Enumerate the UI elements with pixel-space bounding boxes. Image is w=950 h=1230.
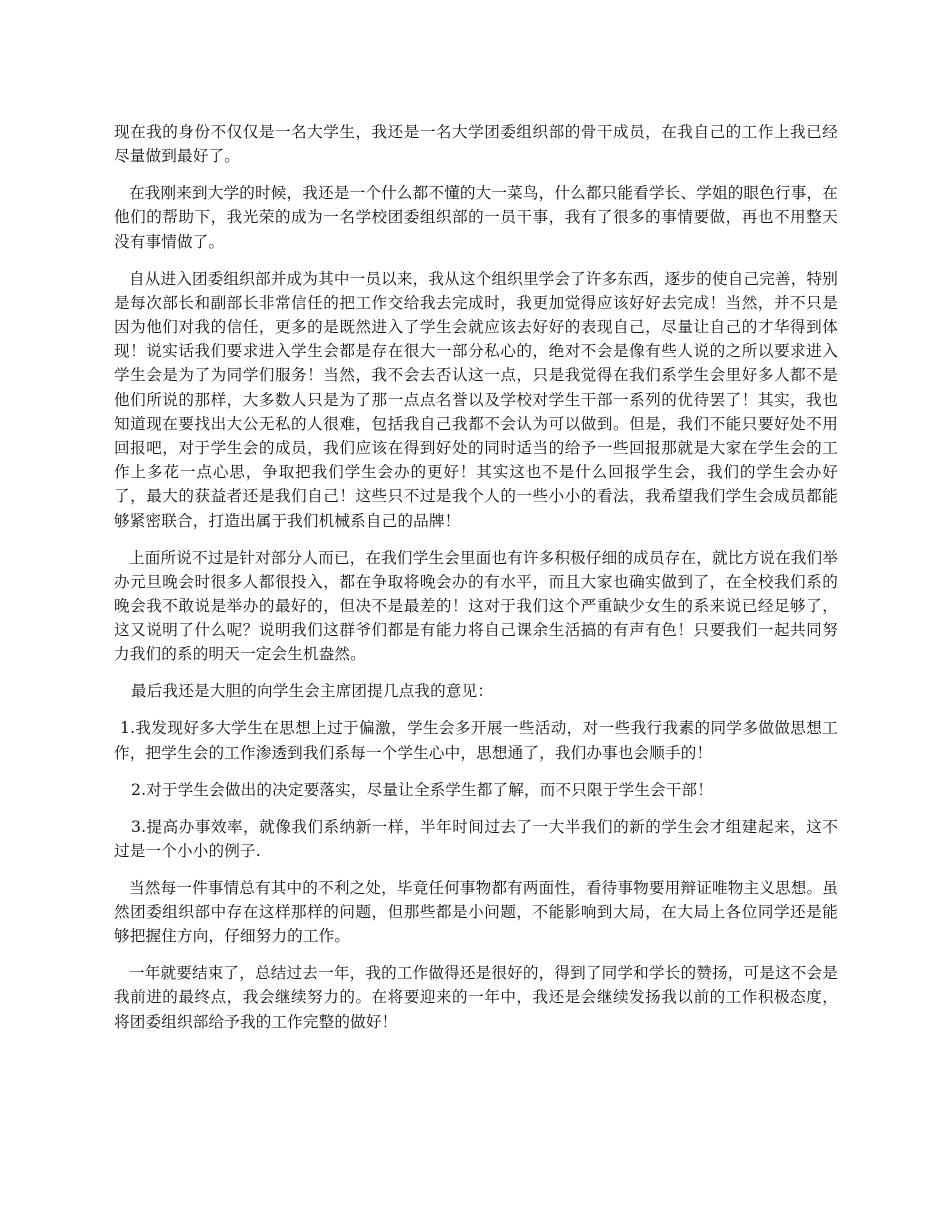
- paragraph-suggestions-intro: 最后我还是大胆的向学生会主席团提几点我的意见：: [131, 682, 494, 701]
- suggestion-item-3: 3.提高办事效率，就像我们系纳新一样，半年时间过去了一大半我们的新的学生会才组建起来，这不过是一个小小的例子.: [114, 817, 838, 860]
- suggestion-item-2: 2.对于学生会做出的决定要落实，尽量让全系学生都了解，而不只限于学生会干部！: [131, 780, 713, 799]
- paragraph-joining-organization: 自从进入团委组织部并成为其中一员以来，我从这个组织里学会了许多东西，逐步的使自己完善，特别是每次部长和副部长非常信任的把工作交给我去完成时，我更加觉得应该好好去完成！当然，并不只是因为他们对我的信任，更多的是既然进入了学生会就应该去好好的表现自己，尽量让自己的才华得到体现！说实话我们要求进入学生会都是存在很大一部分私心的，绝对不会是像有些人说的之所以要求进入学生会是为了为同学们服务！当然，我不会去否认这一点，只是我觉得在我们系学生会里好多人都不是他们所说的那样，大多数人只是为了那一点点名誉以及学校对学生干部一系列的优待罢了！其实，我也知道现在要找出大公无私的人很难，包括我自己我都不会认为可以做到。但是，我们不能只要好处不用回报吧，对于学生会的成员，我们应该在得到好处的同时适当的给予一些回报那就是大家在学生会的工作上多花一点心思，争取把我们学生会办的更好！其实这也不是什么回报学生会，我们的学生会办好了，最大的获益者还是我们自己！这些只不过是我个人的一些小小的看法，我希望我们学生会成员都能够紧密联合，打造出属于我们机械系自己的品牌！: [114, 269, 838, 530]
- suggestion-item-1: 1.我发现好多大学生在思想上过于偏激，学生会多开展一些活动，对一些我行我素的同学多做做思想工作，把学生会的工作渗透到我们系每一个学生心中，思想通了，我们办事也会顺手的！: [114, 719, 838, 762]
- paragraph-active-members: 上面所说不过是针对部分人而已，在我们学生会里面也有许多积极仔细的成员存在，就比方说在我们举办元旦晚会时很多人都很投入，都在争取将晚会办的有水平，而且大家也确实做到了，在全校我们系的晚会我不敢说是举办的最好的，但决不是最差的！这对于我们这个严重缺少女生的系来说已经足够了，这又说明了什么呢？说明我们这群爷们都是有能力将自己课余生活搞的有声有色！只要我们一起共同努力我们的系的明天一定会生机盎然。: [114, 548, 838, 664]
- paragraph-intro: 现在我的身份不仅仅是一名大学生，我还是一名大学团委组织部的骨干成员，在我自己的工作上我已经尽量做到最好了。: [114, 123, 838, 166]
- paragraph-conclusion: 一年就要结束了，总结过去一年，我的工作做得还是很好的，得到了同学和学长的赞扬，可是这不会是我前进的最终点，我会继续努力的。在将要迎来的一年中，我还是会继续发扬我以前的工作积极态度，将团委组织部给予我的工作完整的做好！: [114, 964, 838, 1031]
- paragraph-problems: 当然每一件事情总有其中的不利之处，毕竟任何事物都有两面性，看待事物要用辩证唯物主义思想。虽然团委组织部中存在这样那样的问题，但那些都是小问题，不能影响到大局，在大局上各位同学还是能够把握住方向，仔细努力的工作。: [114, 878, 838, 946]
- paragraph-freshman: 在我刚来到大学的时候，我还是一个什么都不懂的大一菜鸟，什么都只能看学长、学姐的眼色行事，在他们的帮助下，我光荣的成为一名学校团委组织部的一员干事，我有了很多的事情要做，再也不用整天没有事情做了。: [114, 184, 838, 251]
- document-body: [114, 120, 838, 1047]
